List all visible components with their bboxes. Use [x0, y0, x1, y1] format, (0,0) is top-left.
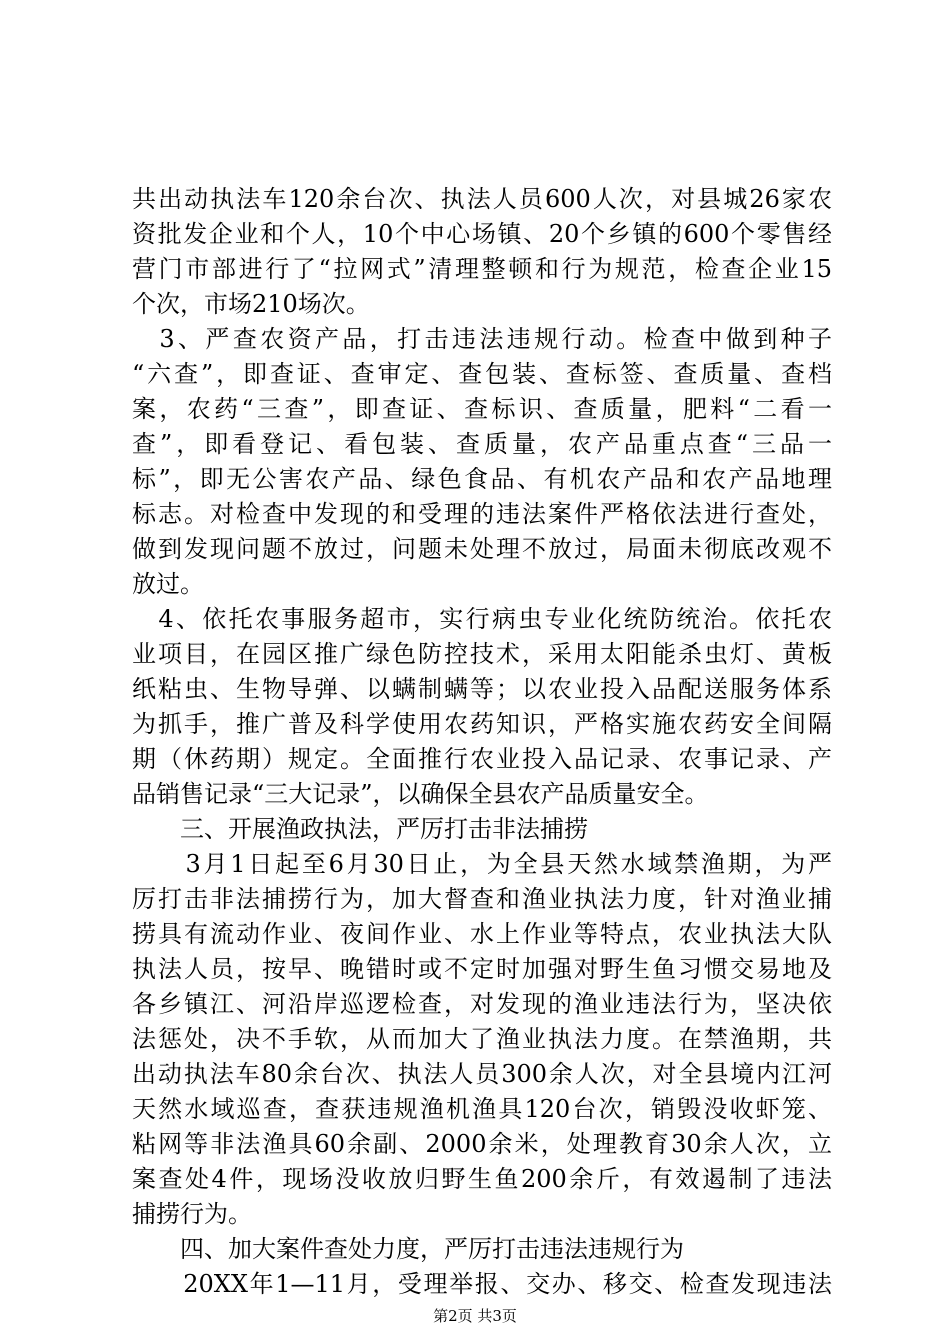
text-line: 期（休药期）规定。全面推行农业投入品记录、农事记录、产: [132, 745, 832, 773]
text-line: 捞具有流动作业、夜间作业、水上作业等特点，农业执法大队: [132, 920, 832, 948]
text-line: 执法人员，按早、晚错时或不定时加强对野生鱼习惯交易地及: [132, 955, 832, 983]
text-line: 共出动执法车120余台次、执法人员600人次，对县城26家农: [132, 185, 832, 213]
text-line: “六查”，即查证、查审定、查包装、查标签、查质量、查档: [132, 360, 832, 388]
text-line: 纸粘虫、生物导弹、以螨制螨等；以农业投入品配送服务体系: [132, 675, 832, 703]
text-line: 标志。对检查中发现的和受理的违法案件严格依法进行查处，: [132, 500, 832, 528]
text-line: 放过。: [132, 570, 204, 598]
text-line: 3、严查农资产品，打击违法违规行动。检查中做到种子: [132, 325, 832, 353]
section-heading: 四、加大案件查处力度，严厉打击违法违规行为: [132, 1235, 684, 1263]
text-line: 资批发企业和个人，10个中心场镇、20个乡镇的600个零售经: [132, 220, 832, 248]
text-line: 厉打击非法捕捞行为，加大督查和渔业执法力度，针对渔业捕: [132, 885, 832, 913]
text-line: 法惩处，决不手软，从而加大了渔业执法力度。在禁渔期，共: [132, 1025, 832, 1053]
section-heading: 三、开展渔政执法，严厉打击非法捕捞: [132, 815, 588, 843]
page-footer: 第2页 共3页: [433, 1307, 517, 1325]
text-line: 个次，市场210场次。: [132, 290, 370, 318]
text-line: 20XX年1—11月，受理举报、交办、移交、检查发现违法: [132, 1270, 832, 1298]
text-line: 查”，即看登记、看包装、查质量，农产品重点查“三品一: [132, 430, 832, 458]
text-line: 天然水域巡查，查获违规渔机渔具120台次，销毁没收虾笼、: [132, 1095, 832, 1123]
text-line: 案，农药“三查”，即查证、查标识、查质量，肥料“二看一: [132, 395, 832, 423]
text-line: 4、依托农事服务超市，实行病虫专业化统防统治。依托农: [132, 605, 832, 633]
text-line: 粘网等非法渔具60余副、2000余米，处理教育30余人次，立: [132, 1130, 832, 1158]
text-line: 品销售记录“三大记录”，以确保全县农产品质量安全。: [132, 780, 709, 808]
text-line: 标”，即无公害农产品、绿色食品、有机农产品和农产品地理: [132, 465, 832, 493]
text-line: 各乡镇江、河沿岸巡逻检查，对发现的渔业违法行为，坚决依: [132, 990, 832, 1018]
text-line: 3月1日起至6月30日止，为全县天然水域禁渔期，为严: [132, 850, 832, 878]
text-line: 做到发现问题不放过，问题未处理不放过，局面未彻底改观不: [132, 535, 832, 563]
text-line: 业项目，在园区推广绿色防控技术，采用太阳能杀虫灯、黄板: [132, 640, 832, 668]
text-line: 营门市部进行了“拉网式”清理整顿和行为规范，检查企业15: [132, 255, 832, 283]
text-line: 案查处4件，现场没收放归野生鱼200余斤，有效遏制了违法: [132, 1165, 832, 1193]
text-line: 出动执法车80余台次、执法人员300余人次，对全县境内江河: [132, 1060, 832, 1088]
text-line: 为抓手，推广普及科学使用农药知识，严格实施农药安全间隔: [132, 710, 832, 738]
text-line: 捕捞行为。: [132, 1200, 252, 1228]
